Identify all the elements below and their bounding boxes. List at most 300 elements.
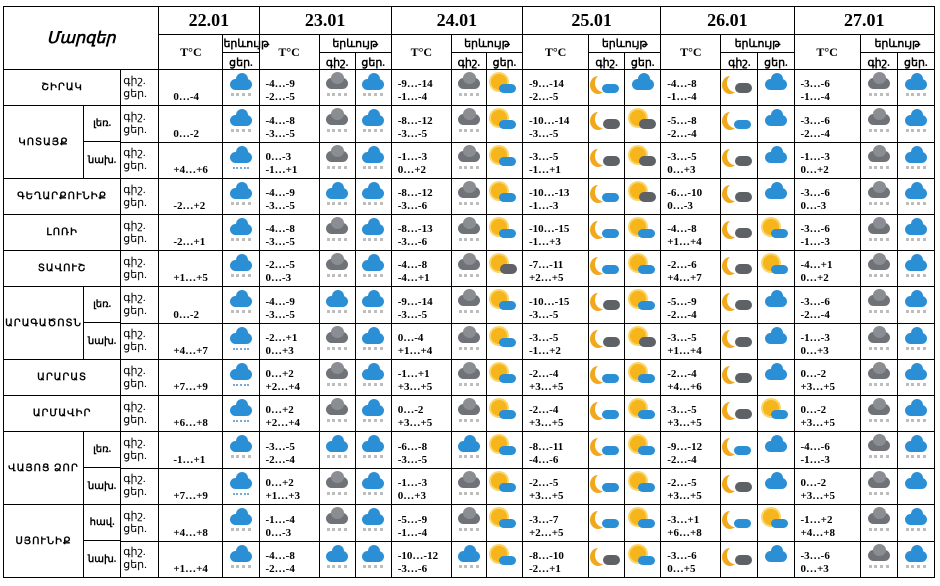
day-temp: -3…-5 [265,236,295,248]
weather-icon-cell [355,432,391,469]
night-label: գիշ. [123,509,146,522]
weather-icon-cell [758,323,794,360]
sub-region-label: նախ. [87,480,117,492]
night-temp: -1…-3 [800,151,830,163]
night-header: գիշ. [319,53,355,70]
day-temp: 0…-3 [265,526,292,539]
day-night-label [121,541,159,578]
sun-cloud-icon [762,508,790,532]
temp-header: T°C [661,35,721,70]
night-temp: -2…+1 [265,332,298,344]
grey-snow-cloud-icon [455,218,483,242]
sub-region-label: նախ. [87,154,117,166]
temperature-cell [794,505,860,542]
day-night-label [121,215,159,251]
grey-snow-cloud-icon [323,254,351,278]
temperature-cell [159,432,223,469]
day-label: ցեր. [123,87,147,100]
weather-icon-cell [486,468,522,505]
day-temp: -3…-5 [397,453,428,466]
weather-icon-cell [223,215,259,251]
weather-icon-cell [897,360,934,396]
weather-icon-cell [223,251,259,287]
snow-cloud-icon [323,545,351,569]
weather-icon-cell [589,70,625,106]
temperature-cell [259,142,319,179]
day-temp: +3…+5 [529,417,564,429]
moon-grey-cloud-icon [725,146,753,170]
weather-icon-cell [451,215,486,251]
day-temp: -2…+1 [529,563,561,575]
day-night-label [121,468,159,505]
day-temp: -2…-4 [667,308,697,321]
temperature-cell [259,468,319,505]
moon-grey-cloud-icon [725,363,753,387]
temperature-cell [391,142,451,179]
weather-icon-cell [758,251,794,287]
weather-icon-cell [860,432,897,469]
moon-grey-cloud-icon [725,73,753,97]
temperature-cell [794,142,860,179]
weather-icon-cell [860,541,897,578]
day-header: ցեր. [758,53,794,70]
grey-snow-cloud-icon [455,146,483,170]
moon-cloud-icon [725,508,753,532]
night-label: գիշ. [123,219,146,232]
temperature-cell [391,179,451,215]
day-temp: +6…+8 [667,526,702,539]
cloud-icon [762,109,790,133]
day-temp: +1…+4 [173,563,208,575]
weather-icon-cell [589,468,625,505]
weather-icon-cell [451,360,486,396]
night-temp: -3…+1 [667,513,700,526]
weather-icon-cell [319,323,355,360]
day-temp: -2…-5 [529,91,559,103]
day-temp: -3…-6 [397,236,428,248]
grey-snow-cloud-icon [455,327,483,351]
night-temp: -5…-9 [667,295,697,308]
day-night-label [121,432,159,469]
weather-icon-cell [721,396,758,432]
day-temp: -2…-4 [667,127,697,140]
weather-icon-cell [223,142,259,179]
weather-icon-cell [758,179,794,215]
snow-cloud-icon [902,218,930,242]
snow-cloud-icon [902,399,930,423]
weather-icon-cell [589,541,625,578]
night-temp: -4…-8 [265,114,295,127]
day-temp: -1…-4 [667,91,697,103]
day-night-label [121,106,159,143]
temperature-cell [794,70,860,106]
night-temp: -6…-10 [667,187,703,199]
moon-grey-cloud-icon [725,327,753,351]
snow-cloud-icon [323,435,351,459]
weather-icon-cell [223,323,259,360]
night-temp: -2…-5 [529,477,559,489]
day-temp: -3…-5 [529,127,559,140]
weather-icon-cell [589,251,625,287]
weather-icon-cell [625,541,661,578]
weather-icon-cell [758,468,794,505]
temperature-cell [661,360,721,396]
night-temp: 0…-2 [800,368,827,380]
night-temp: -3…-6 [800,550,830,562]
weather-icon-cell [451,432,486,469]
table-row [4,360,935,396]
day-temp: -3…-5 [265,127,295,140]
grey-snow-cloud-icon [865,73,893,97]
grey-snow-cloud-icon [865,363,893,387]
sun-cloud-icon [490,73,518,97]
weather-icon-cell [355,323,391,360]
temperature-cell [661,468,721,505]
day-header: ցեր. [486,53,522,70]
night-temp: -3…-5 [667,151,697,163]
day-label: ցեր. [123,304,147,317]
weather-icon-cell [625,70,661,106]
sun-grey-cloud-icon [490,254,518,278]
night-temp: -2…-6 [667,259,697,271]
night-temp: -10…-12 [397,550,439,562]
day-label: ցեր. [123,377,147,390]
day-temp: +6…+8 [173,417,208,429]
day-temp: 0…+5 [667,563,696,575]
day-temp: -1…+1 [529,164,561,176]
night-temp: -1…-3 [397,477,428,489]
night-temp: -3…-6 [800,114,830,127]
table-row [4,215,935,251]
night-temp: 0…+2 [265,404,294,416]
night-temp: -2…-4 [529,404,559,416]
day-temp: -2…-4 [800,308,830,321]
weather-icon-cell [319,505,355,542]
weather-icon-cell [589,215,625,251]
weather-icon-cell [721,215,758,251]
sun-cloud-icon [629,254,657,278]
night-temp: -9…-12 [667,440,703,453]
snow-cloud-icon [902,545,930,569]
day-temp: -1…+1 [173,453,206,466]
weather-icon-cell [860,70,897,106]
night-temp: -3…-5 [265,440,295,453]
weather-icon-cell [625,106,661,143]
weather-icon-cell [897,468,934,505]
day-temp: +4…+6 [667,381,702,393]
phenomenon-header: երևույթ [451,35,522,53]
night-temp: -4…-9 [265,295,295,308]
cloud-icon [762,146,790,170]
weather-icon-cell [319,360,355,396]
temperature-cell [523,360,589,396]
weather-icon-cell [860,179,897,215]
grey-snow-cloud-icon [323,73,351,97]
snow-cloud-icon [227,545,255,569]
snow-cloud-icon [323,290,351,314]
night-temp: -4…-9 [265,78,295,90]
temperature-cell [391,432,451,469]
weather-icon-cell [223,505,259,542]
day-temp: -3…-5 [397,127,428,140]
temperature-cell [523,468,589,505]
temperature-cell [391,251,451,287]
snow-cloud-icon [359,363,387,387]
night-temp: -4…-9 [265,187,295,199]
weather-icon-cell [589,432,625,469]
weather-icon-cell [355,106,391,143]
temperature-cell [661,505,721,542]
temperature-cell [661,70,721,106]
day-label: ցեր. [123,232,147,245]
temperature-cell [661,323,721,360]
moon-grey-cloud-icon [725,545,753,569]
temperature-cell [159,215,223,251]
sun-grey-cloud-icon [629,327,657,351]
temperature-cell [159,323,223,360]
weather-icon-cell [451,106,486,143]
weather-icon-cell [486,70,522,106]
temperature-cell [523,70,589,106]
temperature-cell [159,396,223,432]
temperature-cell [391,360,451,396]
day-label: ցեր. [123,268,147,281]
marz-header: Մարզեր [4,7,159,70]
temperature-cell [794,251,860,287]
temperature-cell [661,541,721,578]
moon-cloud-icon [593,472,621,496]
weather-icon-cell [451,70,486,106]
night-label: գիշ. [123,291,146,304]
sun-cloud-icon [629,472,657,496]
temperature-cell [794,360,860,396]
day-temp: +1…+4 [397,345,433,357]
weather-icon-cell [860,468,897,505]
night-temp: -4…-6 [800,440,830,453]
weather-icon-cell [589,179,625,215]
weather-icon-cell [897,287,934,324]
day-temp: -2…+1 [173,236,206,248]
temperature-cell [661,179,721,215]
temperature-cell [661,287,721,324]
weather-icon-cell [223,468,259,505]
sun-cloud-icon [490,472,518,496]
weather-icon-cell [860,505,897,542]
day-temp: +4…+6 [173,164,208,176]
weather-icon-cell [625,505,661,542]
cloud-icon [762,472,790,496]
day-label: ցեր. [123,559,147,572]
weather-icon-cell [897,142,934,179]
night-temp: -4…+1 [800,259,833,271]
day-temp: +2…+4 [265,417,301,429]
sun-cloud-icon [629,399,657,423]
night-temp: -3…-5 [667,404,697,416]
sun-cloud-icon [490,363,518,387]
grey-snow-cloud-icon [455,472,483,496]
day-temp: 0…-3 [667,200,693,212]
table-row [4,251,935,287]
weather-icon-cell [758,505,794,542]
region-name: ՎԱՅՈՑ ՁՈՐ [4,432,84,504]
grey-snow-cloud-icon [323,109,351,133]
temperature-cell [259,251,319,287]
snow-cloud-icon [359,472,387,496]
table-row [4,70,935,106]
cloud-icon [762,73,790,97]
grey-snow-cloud-icon [865,290,893,314]
grey-snow-cloud-icon [865,254,893,278]
weather-icon-cell [860,215,897,251]
temperature-cell [391,505,451,542]
weather-icon-cell [758,70,794,106]
grey-snow-cloud-icon [455,508,483,532]
weather-icon-cell [758,215,794,251]
day-temp: +2…+4 [265,381,301,393]
weather-icon-cell [223,541,259,578]
date-header-6: 27.01 [794,7,934,35]
grey-snow-cloud-icon [865,508,893,532]
weather-icon-cell [319,106,355,143]
day-night-label [121,251,159,287]
weather-icon-cell [721,179,758,215]
night-temp: -3…-7 [529,513,559,526]
temperature-cell [391,541,451,578]
weather-icon-cell [319,215,355,251]
temperature-cell [794,287,860,324]
snow-cloud-icon [902,290,930,314]
snow-cloud-icon [359,218,387,242]
night-temp: -5…-9 [397,513,428,526]
sun-grey-cloud-icon [629,146,657,170]
weather-icon-cell [223,360,259,396]
night-temp: -3…-6 [800,187,830,199]
temperature-cell [661,106,721,143]
moon-cloud-icon [593,399,621,423]
sun-cloud-icon [490,290,518,314]
rain-cloud-icon [227,472,255,496]
day-temp: 0…+3 [800,345,829,357]
night-temp: 0…+2 [265,368,294,380]
weather-icon-cell [451,541,486,578]
weather-icon-cell [625,396,661,432]
day-night-label [121,323,159,360]
region-name: ԼՈՌԻ [4,215,121,251]
day-temp: -3…-6 [397,200,428,212]
snow-cloud-icon [227,508,255,532]
night-temp: -1…+2 [800,513,833,526]
day-temp: +7…+9 [173,490,208,502]
day-temp: -1…-3 [800,453,830,466]
weather-icon-cell [451,468,486,505]
grey-snow-cloud-icon [455,399,483,423]
day-temp: -3…-5 [265,200,295,212]
day-temp: +3…+5 [667,490,702,502]
weather-icon-cell [758,432,794,469]
temperature-cell [523,179,589,215]
day-temp: +3…+5 [667,417,702,429]
weather-icon-cell [721,468,758,505]
weather-icon-cell [721,541,758,578]
night-temp: -9…-14 [397,78,433,90]
table-row [4,505,935,542]
moon-cloud-icon [593,508,621,532]
weather-icon-cell [897,396,934,432]
weather-icon-cell [860,396,897,432]
night-label: գիշ. [123,473,146,486]
cloud-icon [762,290,790,314]
temperature-cell [794,179,860,215]
weather-icon-cell [451,396,486,432]
snow-cloud-icon [359,73,387,97]
weather-icon-cell [319,396,355,432]
weather-icon-cell [897,106,934,143]
sun-cloud-icon [490,435,518,459]
snow-cloud-icon [902,254,930,278]
snow-cloud-icon [455,545,483,569]
night-temp: -10…-15 [529,295,570,308]
grey-snow-cloud-icon [323,472,351,496]
temperature-cell [159,468,223,505]
temperature-cell [794,541,860,578]
night-temp: -8…-10 [529,550,564,562]
night-label: գիշ. [123,364,146,377]
night-temp: -10…-15 [529,223,570,235]
temperature-cell [159,179,223,215]
temperature-cell [159,142,223,179]
table-row [4,287,935,324]
sun-cloud-icon [490,218,518,242]
weather-icon-cell [589,142,625,179]
weather-icon-cell [589,396,625,432]
sun-cloud-icon [629,290,657,314]
day-temp: -2…-5 [265,91,295,103]
temperature-cell [794,432,860,469]
temperature-cell [661,215,721,251]
temperature-cell [794,468,860,505]
night-temp: 0…-2 [800,404,827,416]
moon-grey-cloud-icon [593,109,621,133]
night-label: գիշ. [123,328,146,341]
weather-icon-cell [625,468,661,505]
moon-grey-cloud-icon [593,545,621,569]
night-temp: -9…-14 [529,78,564,90]
night-label: գիշ. [123,436,146,449]
weather-icon-cell [355,468,391,505]
weather-icon-cell [223,106,259,143]
weather-icon-cell [319,179,355,215]
day-temp: -1…-4 [397,526,428,539]
sun-cloud-icon [490,327,518,351]
night-temp: -1…-3 [397,151,428,163]
rain-cloud-icon [227,327,255,351]
moon-grey-cloud-icon [725,472,753,496]
night-label: գիշ. [123,147,146,160]
weather-icon-cell [860,360,897,396]
snow-cloud-icon [902,363,930,387]
snow-cloud-icon [902,146,930,170]
date-header-3: 24.01 [391,7,522,35]
weather-icon-cell [589,106,625,143]
weather-icon-cell [355,505,391,542]
snow-cloud-icon [359,399,387,423]
sun-grey-cloud-icon [629,109,657,133]
temperature-cell [661,142,721,179]
cloud-icon [902,472,930,496]
day-night-label [121,360,159,396]
day-temp: -2…-4 [265,453,295,466]
day-temp: -3…-5 [265,308,295,321]
